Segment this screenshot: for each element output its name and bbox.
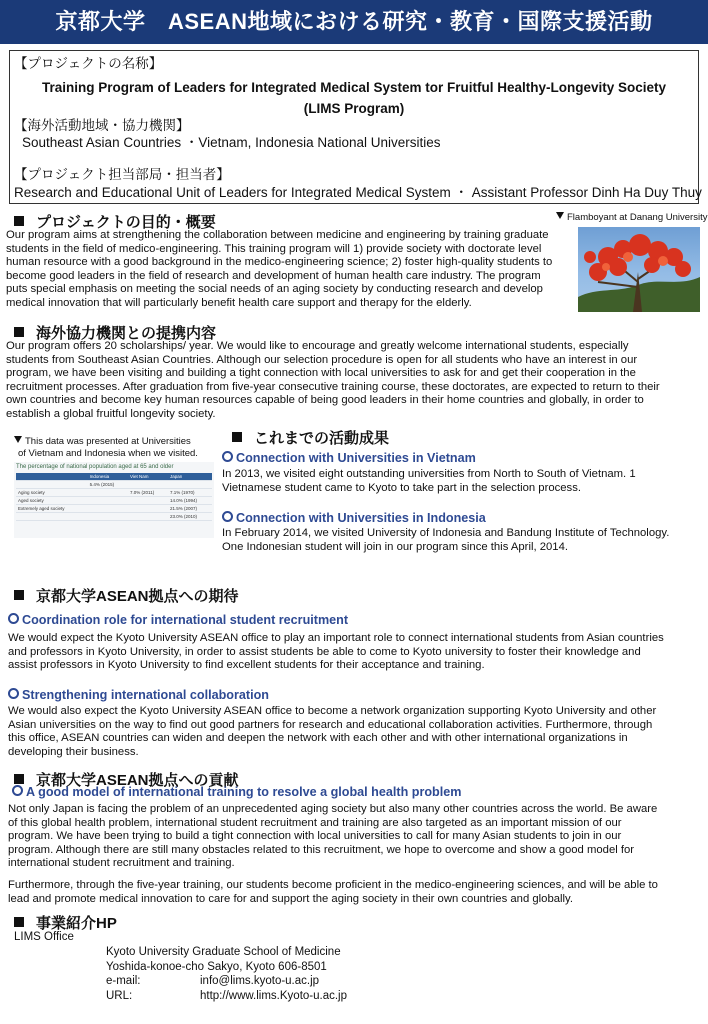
data-note-line1: This data was presented at Universities [14,436,191,447]
coordination-text: We would expect the Kyoto University ASEAN office to play an important role to connect international students from Asian countries and professors in Kyoto University, in order to assist students be able to come to Kyoto university to foster their knowledge and assist professors in Kyoto University to find excellent students for their acceptance and training. [8,632,664,672]
flamboyant-tree-image [578,227,700,312]
data-note-line2: of Vietnam and Indonesia when we visited. [18,448,198,459]
partnership-heading: 海外協力機関との提携内容 [14,322,216,343]
hp-heading: 事業紹介HP [14,912,117,933]
page-title: 京都大学 ASEAN地域における研究・教育・国際支援活動 [0,0,708,44]
vietnam-text: In 2013, we visited eight outstanding universities from North to South of Vietnam. 1 Vietnamese student came to Kyoto to take part in the selection process. [222,468,636,494]
collaboration-text: We would also expect the Kyoto University ASEAN office to become a network organization supporting Kyoto University and other Asian universities on the way to find out good partners for research and educational collaboration activities. Furthermore, through this office, ASEAN countries can widen and deepen the network with each other and with other international organizations in developing their business. [8,705,657,758]
photo-caption: Flamboyant at Danang University [556,212,707,223]
triangle-down-icon [14,436,22,443]
indonesia-text: In February 2014, we visited University of Indonesia and Bandung Institute of Technology. One Indonesian student will join in our program since this April, 2014. [222,527,670,553]
expectation-heading: 京都大学ASEAN拠点への期待 [14,585,239,606]
table-header-row: Indonesia Viet Nam Japan [16,473,212,481]
region-value: Southeast Asian Countries ・Vietnam, Indonesia National Universities [22,135,441,150]
contribution-text-2: Furthermore, through the five-year training, our students become proficient in the medico-engineering sciences, and will be able to lead and promote medical innovation to care for and support the aging society in their own countries and globally. [8,879,658,905]
triangle-down-icon [556,212,564,219]
dept-value: Research and Educational Unit of Leaders for Integrated Medical System ・ Assistant Professor Dinh Ha Duy Thuy [14,185,702,200]
collaboration-subheading: Strengthening international collaboration [8,688,269,702]
results-heading: これまでの活動成果 [232,427,389,448]
square-bullet-icon [14,917,24,927]
table-row: Aging society 7.0% (2011) 7.1% (1970) [16,489,212,497]
purpose-heading: プロジェクトの目的・概要 [14,211,216,232]
table-row: 23.0% (2010) [16,513,212,521]
double-circle-icon [222,451,233,462]
contribution-text: Not only Japan is facing the problem of an unprecedented aging society but also many other countries across the world. Be aware of this global health problem, international student recruitment and training are also targeted as an important mission of our program. We have been trying to build a tight connection with local universities to call for many Asian students to join in our program. Although there are still many obstacles related to this recruitment, we hope to overcome and show a good model for international student recruitment and training. [8,803,658,870]
project-name-abbrev: (LIMS Program) [303,101,405,116]
indonesia-subheading: Connection with Universities in Indonesia [222,511,486,525]
org-name: Kyoto University Graduate School of Medicine [106,946,341,958]
contribution-heading: 京都大学ASEAN拠点への貢献 [14,769,239,790]
table-row: 5.4% (2015) [16,481,212,489]
vietnam-subheading: Connection with Universities in Vietnam [222,451,476,465]
office-name: LIMS Office [14,931,74,943]
square-bullet-icon [14,327,24,337]
purpose-text: Our program aims at strengthening the collaboration between medicine and engineering by training graduate students in the field of medico-engineering. This training program will 1) provide society with doctorate level human resource with a good background in the medico-engineering science; 2) foster high-quality students to become good leaders in the field of research and development of human health care industry. The program puts special emphasis on meeting the social needs of an aging society by conducting research and develop medical innovation that will particularly benefit health care support and therapy for the elderly. [6,229,553,309]
square-bullet-icon [14,774,24,784]
table-row: Extremely aged society 21.5% (2007) [16,505,212,513]
email-label: e-mail: [106,975,141,987]
double-circle-icon [8,613,19,624]
double-circle-icon [222,511,233,522]
global-health-subheading: A good model of international training to resolve a global health problem [12,785,461,799]
table-title: The percentage of national population aged at 65 and older [16,464,174,470]
square-bullet-icon [232,432,242,442]
population-table-image [14,462,214,538]
email-link[interactable]: info@lims.kyoto-u.ac.jp [200,975,320,987]
population-table [16,473,212,521]
flamboyant-photo [578,227,700,312]
double-circle-icon [12,785,23,796]
project-name-label: 【プロジェクトの名称】 [14,56,163,71]
dept-label: 【プロジェクト担当部局・担当者】 [14,167,230,182]
partnership-text: Our program offers 20 scholarships/ year. We would like to encourage and greatly welcome international students, especially students from Southeast Asian Countries. Although our selection procedure is open for all students who have an interest in our program, we have been visiting and building a tight connection with local universities to ask for and get their cooperation in the recruitment processes. After graduation from five-year consecutive training course, these doctorates, are expected to return to their own countries and become key human resources capable of being good leaders in their home countries and globally, in order to establish a global fruitful longevity society. [6,340,660,420]
region-label: 【海外活動地域・協力機関】 [14,118,190,133]
square-bullet-icon [14,590,24,600]
project-name: Training Program of Leaders for Integrated Medical System tor Fruitful Healthy-Longevity Society [41,80,667,95]
table-row: Aged society 14.0% (1994) [16,497,212,505]
double-circle-icon [8,688,19,699]
address: Yoshida-konoe-cho Sakyo, Kyoto 606-8501 [106,961,327,973]
coordination-subheading: Coordination role for international student recruitment [8,613,348,627]
url-label: URL: [106,990,133,1002]
url-link[interactable]: http://www.lims.Kyoto-u.ac.jp [200,990,347,1002]
square-bullet-icon [14,216,24,226]
